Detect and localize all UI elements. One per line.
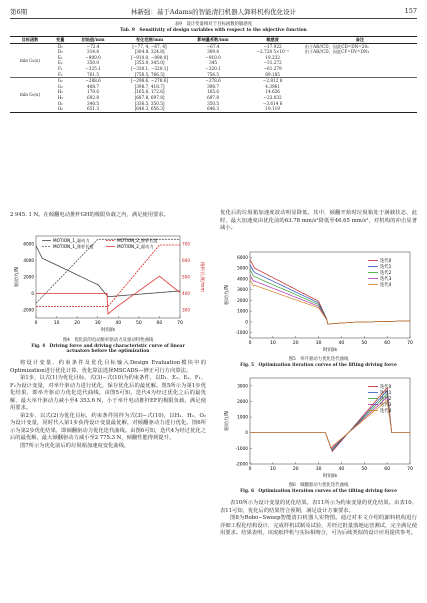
y-axis-label: 驱动力/N (225, 285, 230, 305)
motion2-length-line (36, 245, 180, 307)
figure-5 (220, 246, 417, 356)
legend-label: MOTION_1_驱动力 (53, 238, 90, 243)
table-cell: −2.812 8 (242, 78, 302, 84)
fig4-chart (10, 230, 206, 338)
x-tick-label: 0 (34, 321, 38, 326)
table-cell: [−77, 4, −67, 4] (132, 43, 167, 49)
fig6-caption (220, 483, 417, 494)
y-tick-label: 0 (245, 320, 248, 326)
table-cell: O₂ (57, 106, 63, 112)
left-top-paragraph (10, 212, 206, 220)
legend-label: MOTION_2_驱动力 (117, 244, 154, 249)
y-tick-label: -2000 (21, 307, 34, 313)
motion1-force-line (36, 246, 180, 297)
table-cell: −325.1 (85, 65, 101, 71)
table-cell: 340.5 (87, 100, 100, 106)
table-cell: [355.0, 345.0] (134, 60, 165, 66)
fig4-caption-cn: 图4 优化前的电动推杆驱动力及驱动特性曲线 (62, 338, 154, 343)
x-tick-label: 50 (361, 341, 368, 346)
table-cell (303, 106, 417, 112)
table-cell: 408.7 (87, 83, 100, 89)
table-header-cell: 备注 (355, 37, 365, 42)
left-para-1: 将设计变量、约束条件及优化目标输入Design Evaluation模块中的Optimization进行优化计算，优化算法选择MSCADS—修正可行方向算法。 (10, 360, 206, 374)
legend-label: 迭代2 (380, 397, 392, 402)
table-header-cell: 影响量系数/mm (197, 37, 229, 42)
x-axis-label: 时间/s (323, 474, 337, 479)
table-cell: H₁ (57, 89, 63, 95)
y2-axis-label: 推杆长度/mm (199, 261, 204, 293)
x-tick-label: 20 (292, 341, 299, 346)
table-cell: [304.8, 324.8] (134, 49, 165, 55)
legend-label: 迭代1 (380, 391, 392, 396)
y-axis-label: 驱动力/N (15, 267, 20, 287)
x-tick-label: 40 (115, 321, 122, 326)
y-axis-label: 驱动力/N (225, 411, 230, 431)
y-tick-label: 5000 (237, 266, 248, 272)
table-cell: 314.8 (87, 49, 100, 55)
left-para-3: 第2步，以式(2)为优化目标，约束条件同样为式(3)−式(10)，以H₁、H₂、O₂为设计变量，同时代入第1步获得设计变量最优解，对倾翻驱动力进行优化。图6所示为第2步优化结果，即倾翻驱动力优化迭代曲线。由图6可知，迭代4为经过优化之后的最优解，最大倾翻驱动力减小至2 775.3 N，倾翻性能得到提升。 (10, 412, 206, 441)
y-tick-label: 2000 (237, 298, 248, 304)
y-tick-label: 3000 (237, 384, 248, 390)
y2-tick-label: 300 (182, 307, 190, 313)
table-cell: −23.032 (263, 94, 282, 100)
y-tick-label: 0 (31, 290, 34, 296)
y-tick-label: 2000 (237, 399, 248, 405)
y-tick-label: 6000 (237, 255, 248, 261)
table-cell: −17.922 (263, 43, 282, 49)
table-cell: 89.185 (265, 71, 280, 77)
table-cell: −900.0 (85, 54, 101, 60)
table-header-cell: 敏感度 (266, 37, 279, 42)
y-tick-label: -2000 (235, 462, 248, 468)
table9-caption-en: Tab. 9 Sensitivity of design variables with respect to the objective function (120, 27, 307, 33)
fig4-caption-en2: actuators before the optimization (66, 349, 150, 355)
fig5-chart (220, 246, 417, 356)
x-tick-label: 30 (94, 321, 101, 326)
fig5-caption (220, 357, 417, 368)
x-tick-label: 50 (361, 467, 368, 472)
table-cell: −320.1 (205, 65, 221, 71)
x-tick-label: 30 (315, 467, 322, 472)
table-cell: −910.0 (205, 54, 221, 60)
page-number: 157 (404, 7, 417, 15)
table9-caption-cn: 表9 设计变量相对于目标函数的敏感度 (174, 22, 253, 27)
x-tick-label: 20 (292, 467, 299, 472)
x-tick-label: 40 (338, 467, 345, 472)
table-cell: 309.8 (207, 49, 220, 55)
fig4-caption-en1: Fig. 4 Driving force and driving characteristic curve of linear (31, 343, 185, 349)
figure-6 (220, 372, 417, 482)
table-cell: 由于AB//CD，因此CD=DN=20₁ (304, 43, 369, 49)
y-tick-label: 1000 (237, 309, 248, 315)
table-cell: D₁ (57, 43, 63, 49)
legend-label: 迭代3 (380, 277, 392, 282)
fig6-chart (220, 372, 417, 482)
x-tick-label: 0 (248, 341, 252, 346)
right-top-text: 优化后的垃圾箱加速度波动明显降低。其中，倾翻开始时垃圾箱处于满载状态，此时，最大加速度由优化前的63.78 mm/s²降低至46.65 mm/s²，对机构的冲击显著减小。 (220, 210, 417, 231)
table-cell: E₁ (57, 54, 63, 60)
objective-cell: min G₁(x) (19, 57, 40, 63)
x-tick-label: 10 (269, 467, 276, 472)
table-cell: −288.6 (71, 78, 116, 84)
fig5-caption-cn: 图5 举升驱动力优化迭代曲线 (288, 357, 349, 362)
x-tick-label: 60 (384, 341, 391, 346)
x-tick-label: 40 (338, 341, 345, 346)
table-cell: 756.5 (207, 71, 220, 77)
running-title: 林新强：基于Adams的智能清扫机器人卸料机构优化设计 (130, 8, 297, 16)
x-tick-label: 60 (384, 467, 391, 472)
table-cell: 170.6 (87, 89, 100, 95)
x-tick-label: 60 (156, 321, 163, 326)
y-tick-label: 2000 (23, 274, 34, 280)
legend-label: MOTION_2_推杆长度 (117, 238, 158, 243)
table-cell: [−298.6, −278.6] (115, 78, 183, 84)
table-cell: [−330.1, −320.1] (131, 65, 169, 71)
left-body-text (10, 360, 206, 450)
objective-cell: min G₂(x) (10, 78, 50, 113)
table-cell: [398.7, 418.7] (134, 83, 165, 89)
table-cell: 19.232 (265, 54, 280, 60)
y-tick-label: 4000 (23, 258, 34, 264)
table-cell: 165.6 (207, 89, 220, 95)
y-tick-label: 1000 (237, 415, 248, 421)
table-cell: D₂ (57, 49, 63, 55)
fig5-caption-en: Fig. 5 Optimization iteration curves of the lifting driving force (240, 362, 397, 368)
table-cell: [165.6, 172.6] (134, 89, 165, 95)
table-cell: −67.4 (206, 43, 220, 49)
y2-tick-label: 600 (182, 258, 190, 264)
y2-tick-label: 700 (182, 241, 190, 247)
table-cell: 4.3961 (265, 83, 280, 89)
table-cell: −278.6 (184, 78, 243, 84)
table-cell: −3.614 6 (262, 100, 283, 106)
x-tick-label: 10 (269, 341, 276, 346)
left-para-2: 第1步，以式(1)为优化目标，式(3)−式(10)为约束条件，以D₁、E₁、E₂、F₁、F₂为设计变量，对举升驱动力进行优化，保存优化后的最优解。图5所示为第1步优化结果，即举升驱动力优化迭代曲线。由图5可知，迭代4为经过优化之后的最优解，最大举升驱动力减小至4 353.6 N，小于举升电动推杆EF的极限负载，满足使用要求。 (10, 375, 206, 411)
table-header-cell: 变量 (56, 37, 65, 42)
table-cell: −72.4 (86, 43, 100, 49)
x-axis-label: 时间/s (101, 328, 115, 333)
y-tick-label: 6000 (23, 241, 34, 247)
table-cell: [756.5, 766.5] (134, 71, 165, 77)
legend-label: 迭代0 (380, 259, 392, 264)
table-cell: F₂ (57, 71, 63, 77)
table-cell: [336.5, 350.5] (134, 100, 165, 106)
y-tick-label: 0 (245, 431, 248, 437)
y2-tick-label: 500 (182, 274, 190, 280)
x-tick-label: 20 (74, 321, 81, 326)
table-row (10, 106, 417, 112)
legend-label: 迭代4 (380, 409, 392, 414)
right-body-text (220, 500, 417, 538)
table-cell: F₁ (57, 65, 63, 71)
fig4-caption (10, 338, 206, 355)
table-cell: 646.3 (207, 106, 220, 112)
table-cell: 697.8 (207, 94, 220, 100)
table-header-cell: 变化范围/mm (135, 37, 164, 42)
table-header-row (10, 37, 417, 44)
table-cell: [−910.0, −890.0] (131, 54, 169, 60)
legend-label: 迭代2 (380, 271, 392, 276)
table-cell: [646.3, 656.3] (134, 106, 165, 112)
left-para-4: 图7所示为优化前后的垃圾箱加速度变化曲线， (20, 442, 130, 449)
table-cell: 761.5 (87, 71, 100, 77)
table-header-cell: 初始值/mm (81, 37, 105, 42)
right-top-paragraph (220, 210, 417, 233)
y-tick-label: 3000 (237, 288, 248, 294)
legend-label: 迭代4 (380, 283, 392, 288)
y-tick-label: -1000 (235, 446, 248, 452)
legend-label: 迭代3 (380, 403, 392, 408)
table-cell: H₂ (57, 94, 63, 100)
table-cell: 350.0 (87, 60, 100, 66)
x-tick-label: 50 (135, 321, 142, 326)
legend-label: 迭代0 (380, 385, 392, 390)
sensitivity-table (10, 36, 417, 113)
x-tick-label: 0 (248, 467, 252, 472)
table-cell: [687.8, 697.8] (134, 94, 165, 100)
table9-caption (10, 22, 417, 33)
right-para-2: 图8为Robo−Sweep智能清扫机器人实物图。通过对本文介绍的卸料机构进行详细工程化结构设计，完成样机试制及试验，并经过批量落地运营测试，完全满足使用要求。结果表明，该废纸样机与实际相吻合，可为后续类似的设计应用提供参考。 (220, 515, 417, 536)
table-cell: 692.8 (87, 94, 100, 100)
issue-number: 第6期 (10, 8, 28, 16)
y-tick-label: -1000 (235, 331, 248, 337)
table9 (10, 36, 417, 113)
x-tick-label: 70 (407, 467, 413, 472)
table-cell: E₂ (57, 60, 63, 66)
right-para-1: 表10所示为设计变量的优化结果。表11所示为约束变量的优化结果。由表10、表11可知，优化后的结果符合预期，满足设计方案要求。 (220, 500, 417, 514)
table-header-cell: 目标函数 (21, 37, 39, 42)
table-cell: O₁ (57, 100, 63, 106)
fig6-caption-en: Fig. 6 Optimization iteration curves of the tilting driving force (240, 488, 397, 494)
legend-label: MOTION_1_推杆长度 (53, 244, 94, 249)
x-tick-label: 10 (53, 321, 60, 326)
x-tick-label: 30 (315, 341, 322, 346)
table-cell: 398.7 (207, 83, 220, 89)
table-cell: 350.5 (207, 100, 220, 106)
motion2-force-line (36, 276, 180, 314)
x-axis-label: 时间/s (323, 348, 337, 353)
table-cell: 345 (209, 60, 218, 66)
table-cell: −2.728 5×10⁻³ (256, 49, 289, 55)
table-cell: 14.626 (265, 89, 280, 95)
legend-label: 迭代1 (380, 265, 392, 270)
table-cell: −61.279 (263, 65, 282, 71)
y2-tick-label: 400 (182, 290, 190, 296)
page-header (10, 6, 417, 19)
table-cell: 19.119 (265, 106, 280, 112)
table-cell: −31.272 (263, 60, 282, 66)
fig6-caption-cn: 图6 倾翻驱动力优化迭代曲线 (288, 483, 349, 488)
x-tick-label: 70 (177, 321, 183, 326)
table-cell: G₁ (50, 78, 71, 84)
table-cell: 651.3 (87, 106, 100, 112)
x-tick-label: 70 (407, 341, 413, 346)
figure-4 (10, 230, 206, 338)
y-tick-label: 4000 (237, 277, 248, 283)
left-top-text: 2 945. 1 N。在倾翻电动推杆GH的极限负载之内，满足使用要求。 (10, 212, 169, 218)
table-cell: 由于AB//CD，因此CF=DV=DN₁ (304, 49, 370, 55)
table-cell: G₂ (57, 83, 63, 89)
